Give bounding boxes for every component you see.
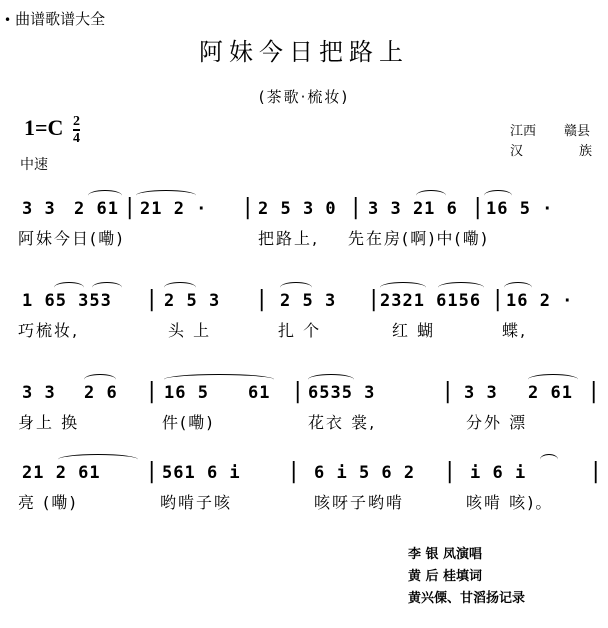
origin-ethnic-suffix: 族	[579, 144, 593, 159]
slur-mark	[84, 374, 116, 385]
bar-line: |	[290, 459, 298, 484]
bar-line: |	[244, 195, 252, 220]
bar-line: |	[444, 379, 452, 404]
site-label: 曲谱歌谱大全	[15, 10, 106, 28]
slur-mark	[136, 190, 196, 201]
note-group: 16 5	[164, 383, 209, 403]
slur-mark	[484, 190, 512, 201]
lyric-text: 哟啃子咳	[160, 493, 233, 512]
slur-mark	[88, 190, 122, 201]
song-origin	[510, 122, 592, 162]
note-group: 2321 6156	[380, 291, 482, 311]
time-numerator: 2	[72, 114, 80, 129]
lyric-text: 先在房(啊)中(嘞)	[348, 229, 489, 248]
note-group: 2 61	[528, 383, 573, 403]
lyric-text: 巧梳妆,	[18, 321, 80, 340]
note-group: 561 6 i	[162, 463, 241, 483]
slur-mark	[164, 282, 196, 293]
slur-mark	[504, 282, 532, 293]
note-group: 3 3	[22, 383, 56, 403]
bar-line: |	[148, 379, 156, 404]
score-line-1	[18, 196, 598, 256]
bar-line: |	[148, 287, 156, 312]
bar-line: |	[126, 195, 134, 220]
bar-line: |	[148, 459, 156, 484]
bar-line: |	[592, 459, 600, 484]
lyric-text: 咳啃 咳)。	[466, 493, 554, 512]
lyric-text: 花衣 裳,	[308, 413, 377, 432]
note-group: 6 i 5 6 2	[314, 463, 416, 483]
lyric-text: 把路上,	[258, 229, 320, 248]
credit-recorder: 黄兴傈、甘滔扬记录	[408, 591, 526, 606]
credits-block	[408, 544, 525, 610]
score-line-2	[18, 288, 598, 348]
bar-line: |	[258, 287, 266, 312]
origin-ethnic: 汉	[510, 144, 524, 159]
bar-line: |	[352, 195, 360, 220]
lyric-text: 亮 (嘞)	[18, 493, 78, 512]
note-group: 3 3	[464, 383, 498, 403]
lyric-text: 分外 漂	[466, 413, 528, 432]
slur-mark	[528, 374, 578, 385]
slur-mark	[164, 374, 274, 385]
slur-mark	[54, 282, 84, 293]
note-group: i 6 i	[470, 463, 527, 483]
note-group: 21 2 61	[22, 463, 101, 483]
bullet-icon: •	[4, 13, 12, 27]
slur-mark	[380, 282, 426, 293]
lyric-text: 头 上	[168, 321, 212, 340]
slur-mark	[280, 282, 312, 293]
note-group: 2 6	[84, 383, 118, 403]
note-group: 1 65 353	[22, 291, 112, 311]
note-group: 2 61	[74, 199, 119, 219]
credit-singer: 李 银 凤演唱	[408, 547, 483, 562]
lyric-text: 扎 个	[278, 321, 322, 340]
note-group: 3 3	[22, 199, 56, 219]
credit-lyricist: 黄 后 桂填词	[408, 569, 483, 584]
note-group: 16 2 ·	[506, 291, 574, 311]
song-title: 阿妹今日把路上	[199, 38, 409, 66]
score-line-4	[18, 460, 598, 520]
note-group: 2 5 3	[280, 291, 337, 311]
lyric-text: 蝶,	[502, 321, 528, 340]
lyric-text: 件(嘞)	[162, 413, 215, 432]
slur-mark	[438, 282, 484, 293]
note-group: 6535 3	[308, 383, 376, 403]
slur-mark	[540, 454, 558, 465]
time-denominator: 4	[72, 131, 80, 146]
key-signature	[24, 114, 80, 146]
bar-line: |	[494, 287, 502, 312]
score-line-3	[18, 380, 598, 440]
bar-line: |	[590, 379, 598, 404]
site-header	[4, 8, 105, 29]
time-signature	[73, 114, 80, 146]
note-group: 21 2 ·	[140, 199, 208, 219]
note-group: 2 5 3 0	[258, 199, 337, 219]
note-group: 16 5 ·	[486, 199, 554, 219]
bar-line: |	[370, 287, 378, 312]
slur-mark	[58, 454, 138, 465]
origin-region: 江西	[510, 124, 537, 139]
slur-mark	[308, 374, 354, 385]
lyric-text: 阿妹今日(嘞)	[18, 229, 125, 248]
bar-line: |	[294, 379, 302, 404]
lyric-text: 红 蝴	[392, 321, 436, 340]
key-label: 1=C	[24, 115, 64, 141]
song-subtitle: (茶歌·梳妆)	[258, 88, 350, 106]
origin-county: 赣县	[564, 124, 591, 139]
lyric-text: 身上 换	[18, 413, 80, 432]
bar-line: |	[474, 195, 482, 220]
note-group: 61	[248, 383, 271, 403]
tempo-marking: 中速	[20, 157, 48, 173]
slur-mark	[92, 282, 122, 293]
note-group: 2 5 3	[164, 291, 221, 311]
slur-mark	[416, 190, 446, 201]
bar-line: |	[446, 459, 454, 484]
lyric-text: 咳呀子哟啃	[314, 493, 405, 512]
note-group: 3 3 21 6	[368, 199, 458, 219]
